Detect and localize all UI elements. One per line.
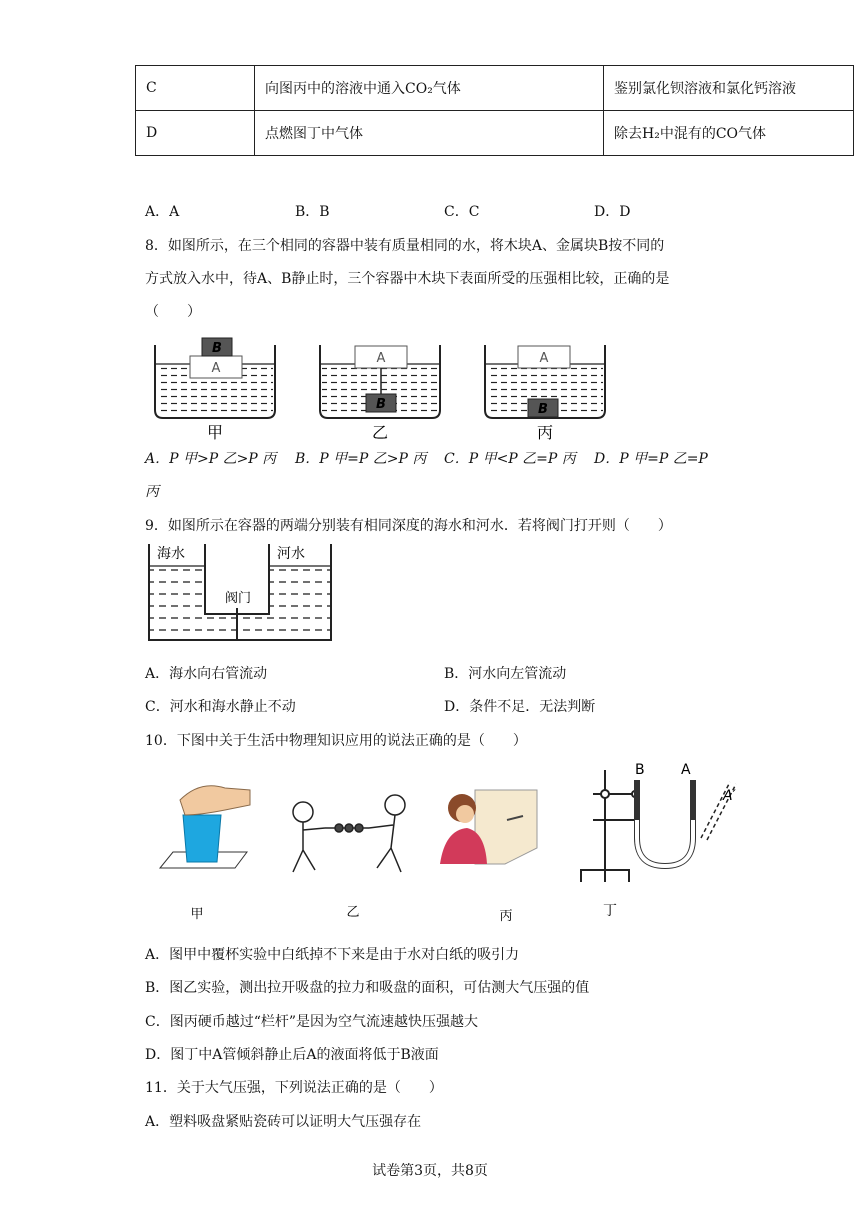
panel-bing [440, 790, 537, 924]
caption-yi: 乙 [371, 423, 389, 442]
q7-option-c: C．C [444, 204, 480, 220]
q11-option-a: A．塑料吸盘紧贴瓷砖可以证明大气压强存在 [145, 1114, 422, 1130]
block-a-label: A [539, 351, 549, 366]
container-yi [320, 345, 440, 442]
panel-yi [293, 795, 405, 872]
table-row [136, 66, 854, 111]
block-a-label: A [376, 351, 386, 366]
label-valve: 阀门 [225, 591, 252, 606]
q7-option-a: A．A [145, 204, 180, 220]
q8-option-d: D．P 甲=P 乙=P [594, 451, 708, 467]
q8-option-a: A．P 甲>P 乙>P 丙 [145, 451, 277, 467]
q8-option-b: B．P 甲=P 乙>P 丙 [295, 451, 427, 467]
options-table [135, 65, 854, 156]
container-jia [155, 338, 275, 442]
q10-option-b: B．图乙实验，测出拉开吸盘的拉力和吸盘的面积，可估测大气压强的值 [145, 980, 590, 996]
caption-bing: 丙 [499, 909, 513, 924]
q8-stem-line3: （ ） [145, 304, 201, 320]
block-b-label: B [212, 341, 222, 356]
row-purpose: 鉴别氯化钡溶液和氯化钙溶液 [604, 66, 854, 111]
q11-stem: 11．关于大气压强，下列说法正确的是（ ） [145, 1080, 443, 1096]
q8-stem-line1: 8．如图所示，在三个相同的容器中装有质量相同的水，将木块A、金属块B按不同的 [145, 238, 665, 254]
block-b-label: B [538, 402, 548, 417]
caption-jia: 甲 [206, 423, 224, 442]
page-footer: 试卷第3页，共8页 [372, 1163, 488, 1179]
row-label: C [136, 66, 255, 111]
caption-jia: 甲 [190, 907, 204, 922]
row-purpose: 除去H₂中混有的CO气体 [604, 111, 854, 156]
tube-label-a-prime: A′ [723, 788, 736, 804]
container-bing [485, 345, 605, 442]
tube-label-a: A [681, 762, 691, 778]
q9-figure [145, 540, 335, 646]
caption-bing: 丙 [536, 423, 554, 442]
tube-label-b: B [635, 762, 645, 778]
row-label: D [136, 111, 255, 156]
label-riverwater: 河水 [277, 546, 305, 562]
q9-option-c: C．河水和海水静止不动 [145, 699, 296, 715]
row-operation: 向图丙中的溶液中通入CO₂气体 [255, 66, 604, 111]
q10-option-d: D．图丁中A管倾斜静止后A的液面将低于B液面 [145, 1047, 439, 1063]
panel-ding [581, 770, 736, 882]
panel-jia [160, 786, 250, 922]
caption-ding: 丁 [603, 903, 617, 919]
block-a-label: A [211, 361, 221, 376]
q7-option-d: D．D [594, 204, 631, 220]
q10-option-a: A．图甲中覆杯实验中白纸掉不下来是由于水对白纸的吸引力 [145, 947, 520, 963]
q8-option-d-cont: 丙 [145, 484, 159, 500]
q10-stem: 10．下图中关于生活中物理知识应用的说法正确的是（ ） [145, 733, 527, 749]
block-b-label: B [376, 397, 386, 412]
caption-yi: 乙 [346, 905, 360, 920]
q7-option-b: B．B [295, 204, 330, 220]
q8-stem-line2: 方式放入水中，待A、B静止时，三个容器中木块下表面所受的压强相比较，正确的是 [145, 271, 670, 287]
q8-figure [150, 330, 620, 445]
q10-figure [155, 760, 755, 925]
q9-option-a: A．海水向右管流动 [145, 666, 268, 682]
q9-stem: 9．如图所示在容器的两端分别装有相同深度的海水和河水．若将阀门打开则（ ） [145, 518, 672, 534]
q8-option-c: C．P 甲<P 乙=P 丙 [444, 451, 576, 467]
q9-option-d: D．条件不足．无法判断 [444, 699, 596, 715]
row-operation: 点燃图丁中气体 [255, 111, 604, 156]
q10-option-c: C．图丙硬币越过“栏杆”是因为空气流速越快压强越大 [145, 1014, 479, 1030]
q9-option-b: B．河水向左管流动 [444, 666, 567, 682]
table-row [136, 111, 854, 156]
label-seawater: 海水 [157, 546, 185, 562]
